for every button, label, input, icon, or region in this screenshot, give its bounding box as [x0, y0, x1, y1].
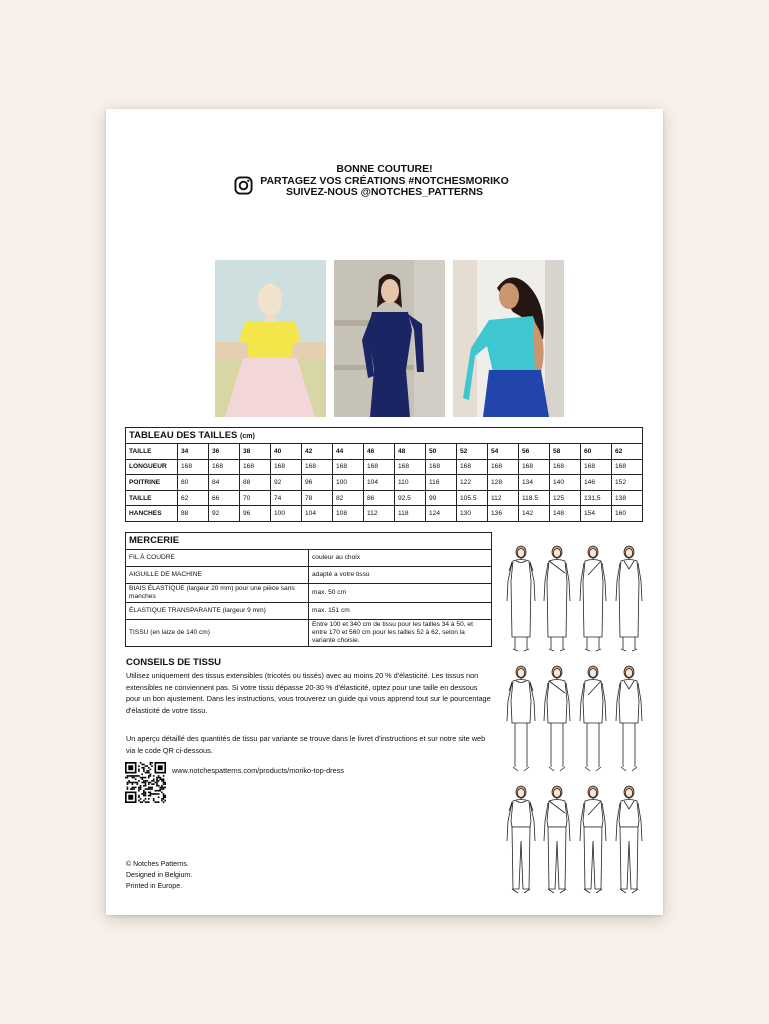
technical-drawing-pants-asym [576, 785, 610, 902]
fabric-overview-note: Un aperçu détaillé des quantités de tissu par variante se trouve dans le livret d'instructions et sur notre site web via le code QR ci-dessous. [126, 734, 486, 755]
mercerie-title: MERCERIE [126, 533, 492, 550]
size-cell: 100 [271, 506, 302, 522]
size-cell: 112 [364, 506, 395, 522]
mercerie-item-name: FIL À COUDRE [129, 554, 175, 561]
footer-copyright: © Notches Patterns. [126, 861, 189, 868]
size-cell: 105.5 [457, 490, 488, 506]
size-cell: 136 [488, 506, 519, 522]
size-cell: 110 [395, 475, 426, 491]
size-cell: 168 [302, 459, 333, 475]
size-cell: 116 [426, 475, 457, 491]
mercerie-item-note: (en laize de 140 cm) [148, 629, 210, 636]
size-cell: 168 [178, 459, 209, 475]
size-cell: 96 [240, 506, 271, 522]
size-cell: 154 [581, 506, 612, 522]
size-row [126, 490, 643, 506]
size-cell: 128 [488, 475, 519, 491]
size-cell: 168 [519, 459, 550, 475]
size-cell: 168 [550, 459, 581, 475]
size-cell: 104 [364, 475, 395, 491]
size-cell: 52 [457, 444, 488, 460]
size-cell: 130 [457, 506, 488, 522]
size-row-label: TAILLE [126, 444, 178, 460]
mercerie-value: max. 50 cm [309, 584, 492, 603]
mercerie-item-name: TISSU [129, 629, 149, 636]
size-row-label: LONGUEUR [126, 459, 178, 475]
technical-drawing-short-vneck [612, 665, 646, 782]
mercerie-table [125, 532, 492, 647]
size-cell: 84 [209, 475, 240, 491]
size-cell: 92 [209, 506, 240, 522]
size-cell: 142 [519, 506, 550, 522]
mercerie-item [126, 584, 309, 603]
size-cell: 168 [271, 459, 302, 475]
technical-drawing-long-oneshoulder [540, 545, 574, 662]
size-row [126, 475, 643, 491]
size-cell: 36 [209, 444, 240, 460]
mercerie-row [126, 567, 492, 584]
size-cell: 60 [581, 444, 612, 460]
size-cell: 148 [550, 506, 581, 522]
fabric-advice-title: CONSEILS DE TISSU [126, 657, 222, 668]
size-cell: 92 [271, 475, 302, 491]
size-cell: 125 [550, 490, 581, 506]
size-cell: 168 [240, 459, 271, 475]
fabric-advice [126, 657, 494, 716]
size-cell: 58 [550, 444, 581, 460]
size-cell: 168 [581, 459, 612, 475]
size-cell: 88 [178, 506, 209, 522]
size-cell: 38 [240, 444, 271, 460]
size-cell: 168 [612, 459, 643, 475]
size-cell: 160 [612, 506, 643, 522]
size-row-label: POITRINE [126, 475, 178, 491]
technical-drawing-short-asym [576, 665, 610, 782]
size-cell: 168 [209, 459, 240, 475]
mercerie-item [126, 603, 309, 620]
mercerie-item [126, 567, 309, 584]
mercerie-row [126, 603, 492, 620]
size-cell: 138 [612, 490, 643, 506]
mercerie-value: couleur au choix [309, 550, 492, 567]
technical-drawing-long-crew [504, 545, 538, 662]
mercerie-item-name: AIGUILLE DE MACHINE [129, 571, 202, 578]
size-cell: 92.5 [395, 490, 426, 506]
size-cell: 168 [333, 459, 364, 475]
pattern-back-sheet [106, 109, 663, 915]
mercerie-item-name: BIAIS ÉLASTIQUE [129, 585, 185, 592]
size-cell: 168 [364, 459, 395, 475]
size-cell: 44 [333, 444, 364, 460]
size-row [126, 506, 643, 522]
technical-drawing-long-vneck [612, 545, 646, 662]
size-cell: 54 [488, 444, 519, 460]
size-cell: 42 [302, 444, 333, 460]
technical-drawing-long-asym [576, 545, 610, 662]
size-chart-title: TABLEAU DES TAILLES (cm) [126, 428, 643, 444]
mercerie-item-note: (largeur 9 mm) [220, 607, 266, 614]
photo-model-turquoise-top [453, 260, 564, 417]
technical-drawing-short-oneshoulder [540, 665, 574, 782]
size-cell: 48 [395, 444, 426, 460]
header-line-2-wrap [260, 176, 509, 188]
technical-drawing-pants-oneshoulder [540, 785, 574, 902]
size-cell: 80 [178, 475, 209, 491]
size-cell: 34 [178, 444, 209, 460]
size-cell: 131,5 [581, 490, 612, 506]
size-cell: 96 [302, 475, 333, 491]
instagram-icon [234, 176, 253, 195]
size-cell: 82 [333, 490, 364, 506]
fabric-advice-text: Utilisez uniquement des tissus extensibles (tricotés ou tissés) avec au moins 20 % d'élasticité. Les tissus non extensibles ne conviennent pas. Si votre tissu dépasse 20-30 % d'élasticité, optez pour une taille en dessous pour un bon ajustement. Dans les instructions, vous trouverez un guide qui vous apprend tout sur le pourcentage d'élasticité de votre tissu. [126, 671, 491, 715]
photo-model-yellow-top [215, 260, 326, 417]
size-cell: 86 [364, 490, 395, 506]
size-cell: 112 [488, 490, 519, 506]
mercerie-value: Entre 100 et 340 cm de tissu pour les tailles 34 à 50, et entre 170 et 560 cm pour les tailles 52 à 62, selon la variante choisie. [309, 620, 492, 647]
mercerie-item [126, 620, 309, 647]
size-row [126, 444, 643, 460]
size-cell: 152 [612, 475, 643, 491]
size-cell: 46 [364, 444, 395, 460]
size-row-label: HANCHES [126, 506, 178, 522]
header-line-1: BONNE COUTURE! [336, 163, 433, 175]
size-cell: 118.5 [519, 490, 550, 506]
size-cell: 62 [178, 490, 209, 506]
size-chart-unit: (cm) [240, 433, 255, 440]
size-cell: 40 [271, 444, 302, 460]
size-cell: 104 [302, 506, 333, 522]
size-cell: 74 [271, 490, 302, 506]
size-cell: 124 [426, 506, 457, 522]
size-row-label: TAILLE [126, 490, 178, 506]
technical-drawing-pants-vneck [612, 785, 646, 902]
photo-model-navy-dress [334, 260, 445, 417]
size-cell: 100 [333, 475, 364, 491]
size-cell: 168 [395, 459, 426, 475]
header-line-2: PARTAGEZ VOS CRÉATIONS #NOTCHESMORIKO [260, 174, 509, 187]
header-line-3: SUIVEZ-NOUS @NOTCHES_PATTERNS [285, 186, 484, 198]
technical-drawing-pants-crew [504, 785, 538, 902]
product-url[interactable]: www.notchespatterns.com/products/moriko-top-dress [172, 766, 344, 775]
size-row [126, 459, 643, 475]
mercerie-row [126, 550, 492, 567]
size-cell: 62 [612, 444, 643, 460]
size-cell: 168 [457, 459, 488, 475]
size-cell: 146 [581, 475, 612, 491]
mercerie-item [126, 550, 309, 567]
footer-designed: Designed in Belgium. [126, 872, 193, 879]
size-chart-table [125, 427, 643, 522]
mercerie-row [126, 584, 492, 603]
size-cell: 118 [395, 506, 426, 522]
mercerie-value: adapté a votre tissu [309, 567, 492, 584]
size-cell: 140 [550, 475, 581, 491]
mercerie-item-note: (largeur 20 mm) pour une pièce sans manches [129, 585, 295, 600]
mercerie-row [126, 620, 492, 647]
technical-drawing-short-crew [504, 665, 538, 782]
size-cell: 50 [426, 444, 457, 460]
footer [126, 859, 192, 892]
size-cell: 122 [457, 475, 488, 491]
size-cell: 56 [519, 444, 550, 460]
mercerie-value: max. 151 cm [309, 603, 492, 620]
size-cell: 168 [426, 459, 457, 475]
size-cell: 134 [519, 475, 550, 491]
size-cell: 70 [240, 490, 271, 506]
header [106, 164, 663, 199]
mercerie-item-name: ÉLASTIQUE TRANSPARANTE [129, 607, 221, 614]
qr-code [125, 762, 166, 803]
size-cell: 66 [209, 490, 240, 506]
size-cell: 88 [240, 475, 271, 491]
size-cell: 108 [333, 506, 364, 522]
size-cell: 99 [426, 490, 457, 506]
footer-printed: Printed in Europe. [126, 883, 183, 890]
size-cell: 78 [302, 490, 333, 506]
size-cell: 168 [488, 459, 519, 475]
